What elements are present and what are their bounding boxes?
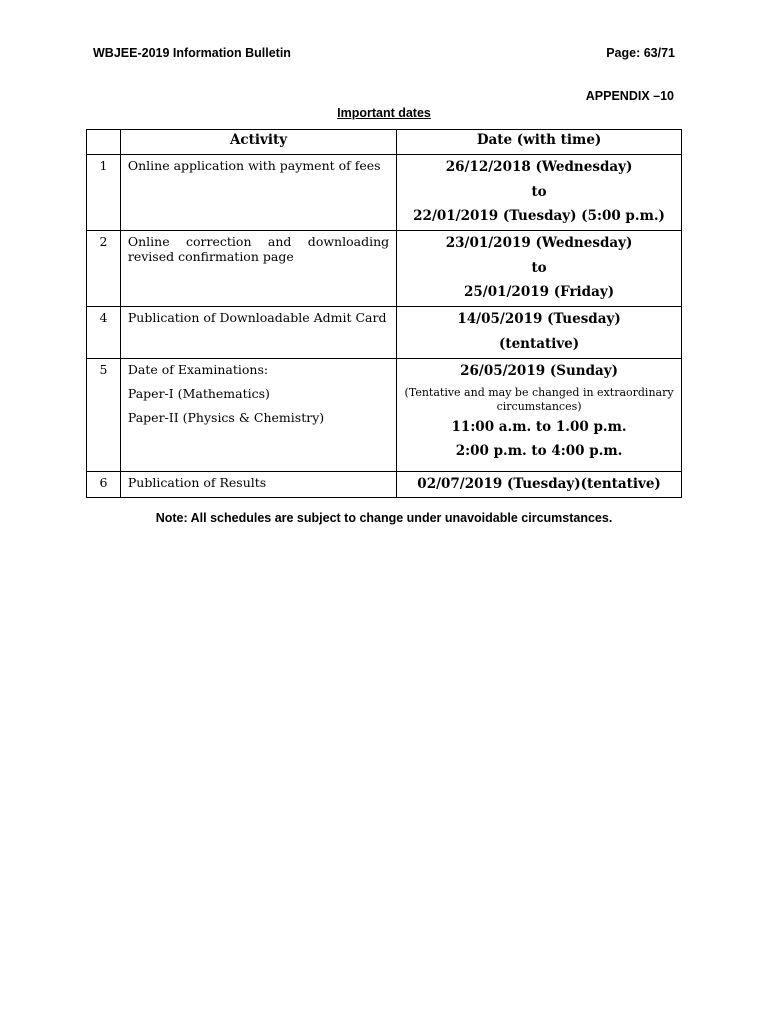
column-header-activity: Activity	[120, 130, 396, 155]
row-number: 5	[87, 359, 121, 472]
row-activity	[120, 231, 396, 307]
date-line: 23/01/2019 (Wednesday)	[445, 235, 633, 251]
table-row	[87, 231, 682, 307]
date-line: to	[531, 183, 547, 200]
date-line: 11:00 a.m. to 1.00 p.m.	[451, 418, 627, 435]
row-number: 1	[87, 155, 121, 231]
row-date	[397, 231, 682, 307]
table-row	[87, 307, 682, 359]
table-row	[87, 155, 682, 231]
row-number: 4	[87, 307, 121, 359]
row-activity	[120, 155, 396, 231]
table-row	[87, 472, 682, 498]
date-note: (Tentative and may be changed in extraordinary circumstances)	[404, 385, 674, 413]
row-activity	[120, 307, 396, 359]
date-line: 26/12/2018 (Wednesday)	[445, 159, 633, 175]
row-date	[397, 155, 682, 231]
appendix-label: APPENDIX –10	[585, 89, 674, 103]
page-title-text: Important dates	[337, 106, 431, 120]
table-header-row	[87, 130, 682, 155]
date-line: 25/01/2019 (Friday)	[464, 284, 615, 300]
table-row	[87, 359, 682, 472]
page-number: Page: 63/71	[606, 46, 675, 60]
row-activity	[120, 359, 396, 472]
row-date	[397, 359, 682, 472]
date-line: 02/07/2019 (Tuesday)(tentative)	[417, 476, 661, 492]
important-dates-table	[86, 129, 682, 498]
date-line: 2:00 p.m. to 4:00 p.m.	[455, 443, 623, 459]
row-date	[397, 307, 682, 359]
page-title	[0, 106, 768, 120]
row-number: 2	[87, 231, 121, 307]
date-line: (tentative)	[498, 335, 580, 352]
row-activity	[120, 472, 396, 498]
activity-line: Paper-I (Mathematics)	[127, 386, 270, 401]
activity-line: Date of Examinations:	[127, 362, 269, 377]
activity-line: Paper-II (Physics & Chemistry)	[127, 410, 325, 425]
activity-line: Publication of Results	[127, 475, 267, 490]
date-line: 26/05/2019 (Sunday)	[460, 363, 619, 379]
date-line: 14/05/2019 (Tuesday)	[457, 311, 621, 327]
schedule-note: Note: All schedules are subject to change under unavoidable circumstances.	[155, 511, 613, 525]
activity-line: Online application with payment of fees	[127, 158, 381, 173]
activity-line: Publication of Downloadable Admit Card	[127, 310, 387, 325]
bulletin-title: WBJEE-2019 Information Bulletin	[93, 46, 291, 60]
column-header-number	[87, 130, 121, 155]
activity-line: Online correction and downloading revised confirmation page	[127, 234, 390, 264]
date-line: to	[531, 259, 547, 276]
row-number: 6	[87, 472, 121, 498]
column-header-date: Date (with time)	[397, 130, 682, 155]
date-line: 22/01/2019 (Tuesday) (5:00 p.m.)	[413, 208, 665, 224]
row-date	[397, 472, 682, 498]
